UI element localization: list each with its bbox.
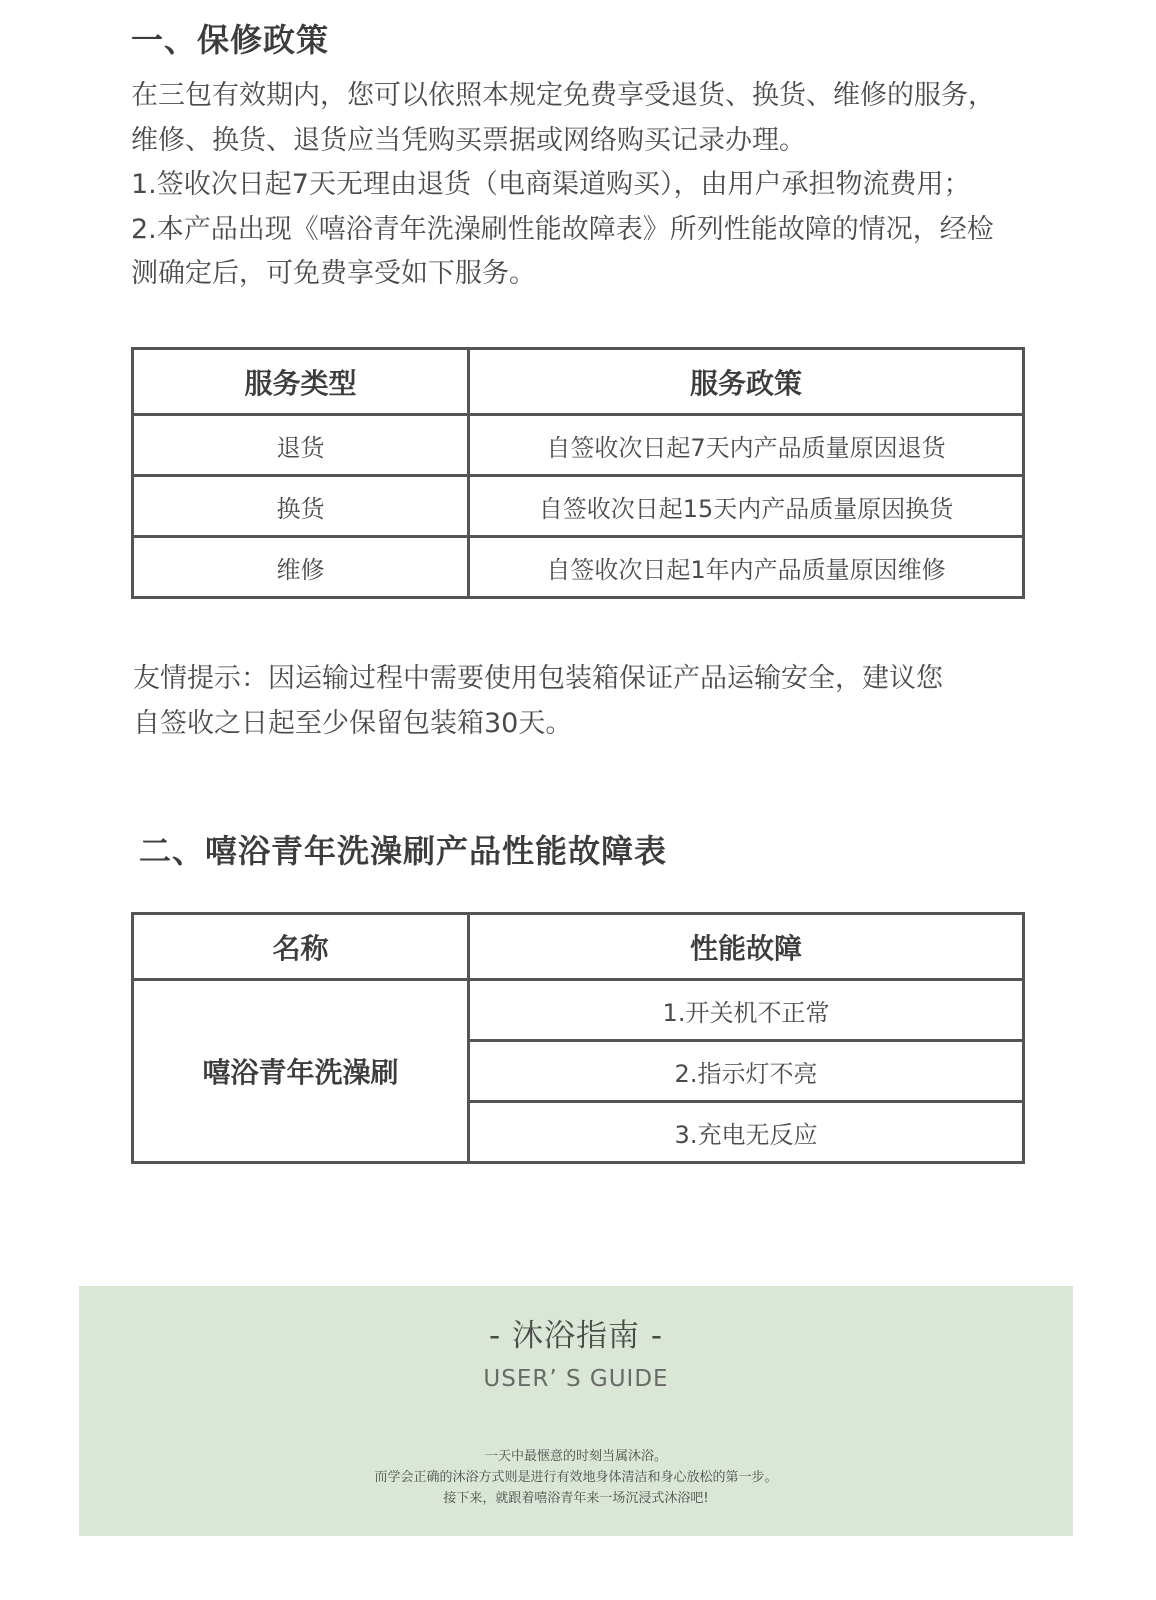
table-row	[133, 415, 1024, 476]
service-policy-cell: 自签收次日起1年内产品质量原因维修	[469, 537, 1024, 598]
guide-subtitle: USER’ S GUIDE	[483, 1366, 669, 1392]
fault-table	[131, 912, 1025, 1164]
service-policy-table	[131, 347, 1025, 599]
service-type-cell: 换货	[133, 476, 469, 537]
fault-cell: 1.开关机不正常	[469, 980, 1024, 1041]
guide-text	[79, 1446, 1073, 1509]
guide-line: 一天中最惬意的时刻当属沐浴。	[484, 1449, 667, 1464]
warranty-intro	[131, 74, 1031, 297]
table-header-row	[133, 349, 1024, 415]
tip-line: 友情提示：因运输过程中需要使用包装箱保证产品运输安全，建议您	[133, 663, 943, 694]
service-type-cell: 退货	[133, 415, 469, 476]
table-row	[133, 537, 1024, 598]
fault-cell: 2.指示灯不亮	[469, 1041, 1024, 1102]
friendly-tip	[133, 657, 943, 746]
table-header-row	[133, 914, 1024, 980]
header-fault: 性能故障	[469, 914, 1024, 980]
guide-line: 接下来，就跟着嘻浴青年来一场沉浸式沐浴吧!	[443, 1491, 709, 1506]
service-policy-cell: 自签收次日起15天内产品质量原因换货	[469, 476, 1024, 537]
table-row	[133, 980, 1024, 1041]
header-name: 名称	[133, 914, 469, 980]
intro-line: 在三包有效期内，您可以依照本规定免费享受退货、换货、维修的服务，	[131, 80, 995, 111]
fault-cell: 3.充电无反应	[469, 1102, 1024, 1163]
section1-heading: 一、保修政策	[131, 21, 330, 59]
product-name-cell: 嘻浴青年洗澡刷	[133, 980, 469, 1163]
guide-title: - 沐浴指南 -	[488, 1318, 664, 1354]
section2-heading: 二、嘻浴青年洗澡刷产品性能故障表	[139, 832, 668, 870]
users-guide-banner	[79, 1286, 1073, 1536]
header-service-type: 服务类型	[133, 349, 469, 415]
intro-line: 1.签收次日起7天无理由退货（电商渠道购买），由用户承担物流费用；	[131, 169, 971, 200]
intro-line: 维修、换货、退货应当凭购买票据或网络购买记录办理。	[131, 124, 806, 156]
intro-line: 2.本产品出现《嘻浴青年洗澡刷性能故障表》所列性能故障的情况，经检	[131, 213, 994, 245]
service-policy-cell: 自签收次日起7天内产品质量原因退货	[469, 415, 1024, 476]
tip-line: 自签收之日起至少保留包装箱30天。	[133, 707, 573, 739]
header-service-policy: 服务政策	[469, 349, 1024, 415]
intro-line: 测确定后，可免费享受如下服务。	[131, 258, 536, 289]
guide-line: 而学会正确的沐浴方式则是进行有效地身体清洁和身心放松的第一步。	[374, 1470, 778, 1485]
table-row	[133, 476, 1024, 537]
service-type-cell: 维修	[133, 537, 469, 598]
